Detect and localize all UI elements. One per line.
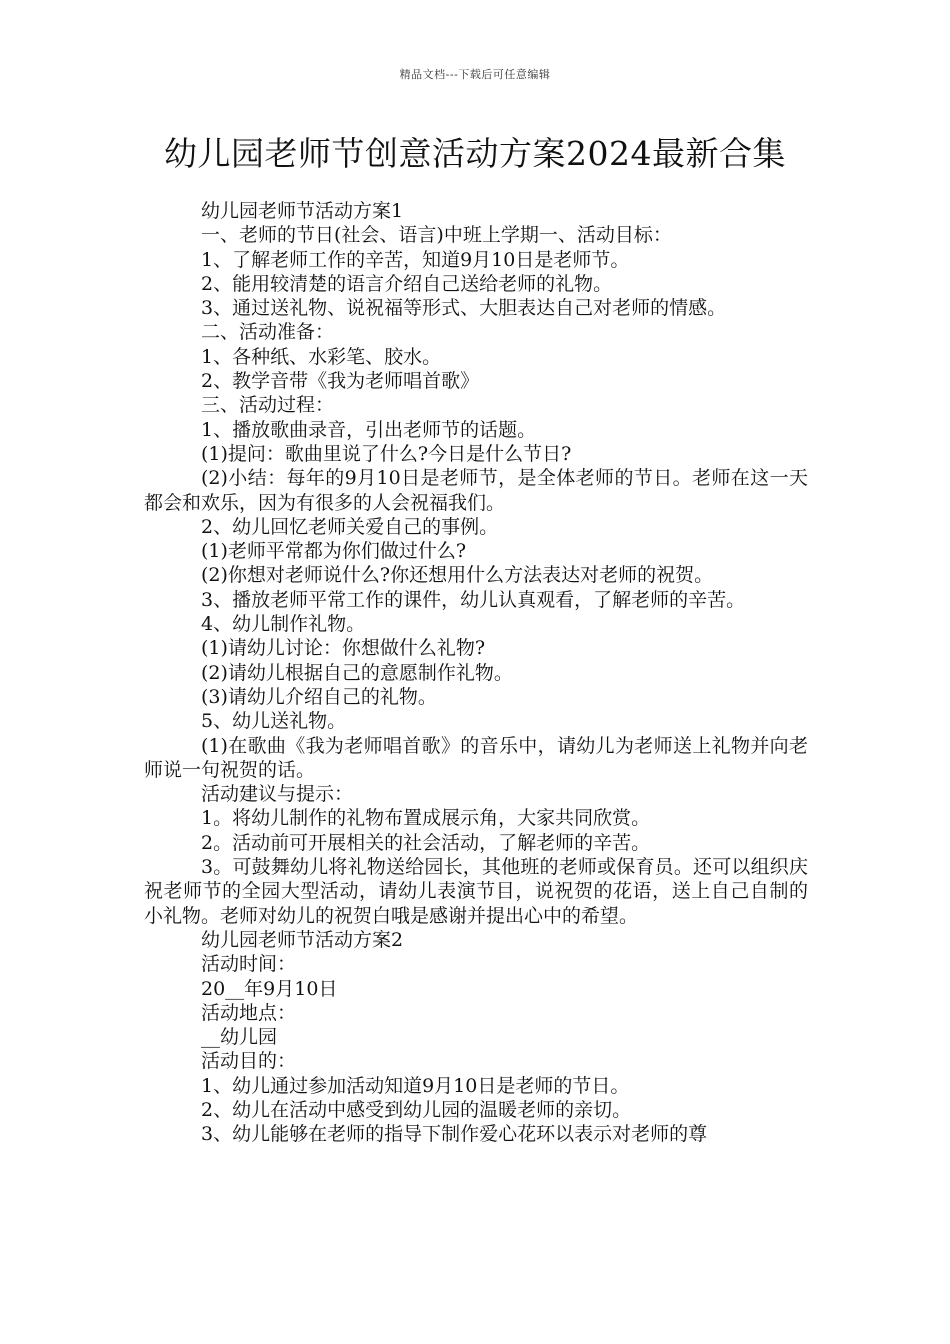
document-paragraph: 4、幼儿制作礼物。 <box>201 613 366 636</box>
document-paragraph: 3、幼儿能够在老师的指导下制作爱心花环以表示对老师的尊 <box>201 1123 708 1146</box>
document-paragraph: (1)老师平常都为你们做过什么? <box>201 540 467 563</box>
document-paragraph: 1、幼儿通过参加活动知道9月10日是老师的节日。 <box>201 1074 630 1097</box>
document-paragraph: 1、了解老师工作的辛苦，知道9月10日是老师节。 <box>201 248 630 271</box>
document-paragraph: 2、教学音带《我为老师唱首歌》 <box>201 370 480 393</box>
document-paragraph: 幼儿园老师节活动方案1 <box>201 200 404 222</box>
document-paragraph: (1)提问：歌曲里说了什么?今日是什么节日? <box>201 442 572 465</box>
document-body <box>144 199 808 1147</box>
document-paragraph: 一、老师的节日(社会、语言)中班上学期一、活动目标： <box>201 224 672 247</box>
document-paragraph: 20__年9月10日 <box>201 977 338 1000</box>
document-paragraph: 1、各种纸、水彩笔、胶水。 <box>201 345 442 368</box>
document-paragraph: 3、播放老师平常工作的课件，幼儿认真观看，了解老师的辛苦。 <box>201 588 746 611</box>
document-paragraph: (2)小结：每年的9月10日是老师节，是全体老师的节日。老师在这一天都会和欢乐，因为有很多的人会祝福我们。 <box>144 467 808 514</box>
document-paragraph: 2、能用较清楚的语言介绍自己送给老师的礼物。 <box>201 272 613 295</box>
document-paragraph: 1、播放歌曲录音，引出老师节的话题。 <box>201 418 537 441</box>
document-paragraph: (1)在歌曲《我为老师唱首歌》的音乐中，请幼儿为老师送上礼物并向老师说一句祝贺的话。 <box>144 734 808 781</box>
document-paragraph: (3)请幼儿介绍自己的礼物。 <box>201 685 437 708</box>
header-note: 精品文档---下载后可任意编辑 <box>399 68 551 81</box>
document-paragraph: 三、活动过程： <box>201 394 335 417</box>
document-paragraph: 幼儿园老师节活动方案2 <box>201 928 404 951</box>
document-paragraph: __幼儿园 <box>201 1026 278 1049</box>
document-paragraph: 3。可鼓舞幼儿将礼物送给园长，其他班的老师或保育员。还可以组织庆祝老师节的全园大型活动，请幼儿表演节目，说祝贺的花语，送上自己自制的小礼物。老师对幼儿的祝贺白哦是感谢并提出心中的希望。 <box>144 856 808 927</box>
document-paragraph: 二、活动准备： <box>201 321 335 344</box>
document-paragraph: 5、幼儿送礼物。 <box>201 710 347 733</box>
document-paragraph: 活动建议与提示： <box>201 783 354 806</box>
document-paragraph: 活动目的： <box>201 1050 297 1073</box>
document-title: 幼儿园老师节创意活动方案2024最新合集 <box>164 134 786 173</box>
document-paragraph: 活动地点： <box>201 1001 297 1024</box>
document-paragraph: (1)请幼儿讨论：你想做什么礼物? <box>201 637 486 660</box>
document-paragraph: 2、幼儿回忆老师关爱自己的事例。 <box>201 515 499 538</box>
document-paragraph: 2。活动前可开展相关的社会活动，了解老师的辛苦。 <box>201 831 651 854</box>
document-paragraph: 1。将幼儿制作的礼物布置成展示角，大家共同欣赏。 <box>201 807 651 830</box>
document-paragraph: (2)请幼儿根据自己的意愿制作礼物。 <box>201 661 513 684</box>
document-paragraph: (2)你想对老师说什么?你还想用什么方法表达对老师的祝贺。 <box>201 564 714 587</box>
document-paragraph: 活动时间： <box>201 953 297 976</box>
document-paragraph: 3、通过送礼物、说祝福等形式、大胆表达自己对老师的情感。 <box>201 297 727 320</box>
document-paragraph: 2、幼儿在活动中感受到幼儿园的温暖老师的亲切。 <box>201 1098 632 1121</box>
